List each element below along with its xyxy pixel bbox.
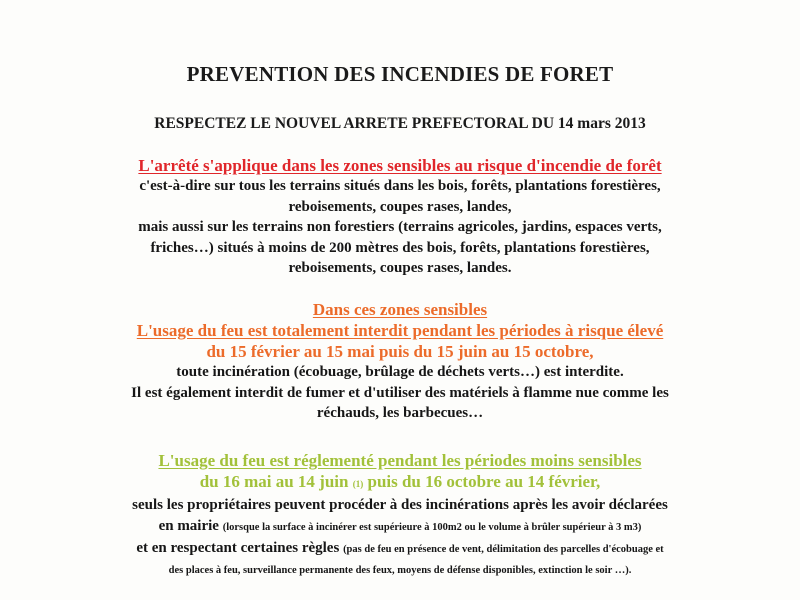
section1-line-4: friches…) situés à moins de 200 mètres des bois, forêts, plantations forestières,: [150, 239, 650, 256]
section-lower-risk: [60, 450, 740, 581]
section2-line-2: Il est également interdit de fumer et d'utiliser des matériels à flamme nue comme les: [131, 384, 669, 401]
section-sensitive-zones: [60, 156, 740, 279]
section3-line-4: des places à feu, surveillance permanente des feux, moyens de défense disponibles, extinction le soir …).: [168, 564, 632, 576]
section2-rule: L'usage du feu est totalement interdit pendant les périodes à risque élevé: [136, 321, 664, 340]
section2-heading: Dans ces zones sensibles: [312, 300, 488, 319]
section3-line-2-main: en mairie: [158, 517, 223, 534]
section-high-risk: [60, 299, 740, 424]
section1-heading: L'arrêté s'applique dans les zones sensibles au risque d'incendie de forêt: [138, 156, 662, 175]
section3-line-3: [60, 538, 740, 561]
section2-line-3: réchauds, les barbecues…: [316, 405, 484, 421]
section3-line-2-note: (lorsque la surface à incinérer est supérieure à 100m2 ou le volume à brûler supérieur à 3 m3): [222, 521, 642, 533]
section3-line-1: seuls les propriétaires peuvent procéder à des incinérations après les avoir déclarées: [132, 497, 668, 513]
section3-dates-part1: du 16 mai au 14 juin: [199, 472, 353, 491]
section3-dates-note: (1): [352, 479, 364, 489]
section1-line-3: mais aussi sur les terrains non forestiers (terrains agricoles, jardins, espaces verts,: [138, 219, 662, 235]
section1-line-5: reboisements, coupes rases, landes.: [288, 260, 512, 276]
section3-line-3-note: (pas de feu en présence de vent, délimitation des parcelles d'écobuage et: [343, 544, 664, 555]
document-subtitle: RESPECTEZ LE NOUVEL ARRETE PREFECTORAL DU 14 mars 2013: [154, 115, 646, 132]
section3-dates-part2: puis du 16 octobre au 14 février,: [363, 472, 601, 491]
section3-dates: [60, 471, 740, 495]
section3-line-2: [60, 516, 740, 539]
section1-line-2: reboisements, coupes rases, landes,: [288, 198, 512, 215]
section2-dates: du 15 février au 15 mai puis du 15 juin au 15 octobre,: [206, 342, 594, 361]
section2-line-1: toute incinération (écobuage, brûlage de déchets verts…) est interdite.: [176, 364, 624, 380]
section3-rule: L'usage du feu est réglementé pendant les périodes moins sensibles: [158, 451, 642, 470]
section1-line-1: c'est-à-dire sur tous les terrains situés dans les bois, forêts, plantations forestières,: [139, 178, 661, 194]
section3-line-3-main: et en respectant certaines règles: [136, 540, 344, 556]
document-title: PREVENTION DES INCENDIES DE FORET: [186, 62, 614, 86]
